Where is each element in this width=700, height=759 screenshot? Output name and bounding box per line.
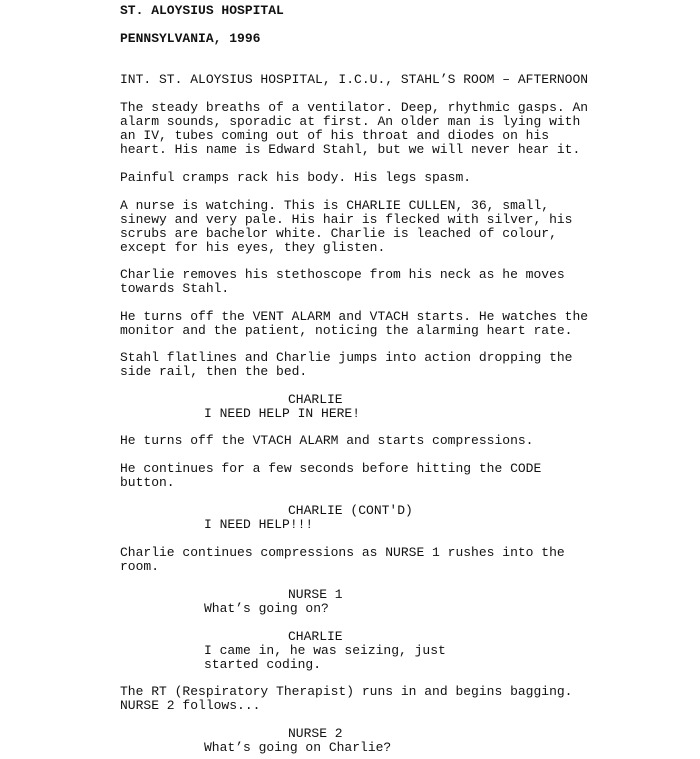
dialogue-line: What’s going on Charlie? (204, 740, 392, 755)
action-line: side rail, then the bed. (120, 364, 308, 379)
action-paragraph (120, 685, 620, 713)
action-paragraph (120, 310, 620, 338)
action-line: Painful cramps rack his body. His legs spasm. (120, 170, 472, 185)
action-line: scrubs are bachelor white. Charlie is leached of colour, (120, 226, 557, 241)
action-paragraph (120, 101, 620, 157)
action-line: NURSE 2 follows... (120, 698, 261, 713)
character-name: CHARLIE (CONT'D) (288, 503, 413, 518)
action-line: The RT (Respiratory Therapist) runs in and begins bagging. (120, 684, 573, 699)
dialogue-line: What’s going on? (204, 601, 329, 616)
action-line: heart. His name is Edward Stahl, but we will never hear it. (120, 142, 581, 157)
scene-heading: INT. ST. ALOYSIUS HOSPITAL, I.C.U., STAHL’S ROOM – AFTERNOON (120, 72, 589, 87)
action-line: alarm sounds, sporadic at first. An older man is lying with (120, 114, 581, 129)
dialogue-line: I came in, he was seizing, just (204, 643, 446, 658)
dialogue-line: started coding. (204, 657, 322, 672)
action-line: monitor and the patient, noticing the alarming heart rate. (120, 323, 573, 338)
character-name: CHARLIE (288, 629, 343, 644)
action-line: except for his eyes, they glisten. (120, 240, 386, 255)
character-name: CHARLIE (288, 392, 343, 407)
action-line: towards Stahl. (120, 281, 230, 296)
dialogue (204, 741, 504, 755)
action-line: room. (120, 559, 160, 574)
dialogue (204, 644, 504, 672)
action-line: Charlie continues compressions as NURSE 1 rushes into the (120, 545, 565, 560)
location-subtitle: PENNSYLVANIA, 1996 (120, 31, 261, 46)
action-line: button. (120, 475, 175, 490)
action-paragraph (120, 546, 620, 574)
dialogue (204, 602, 504, 616)
action-paragraph (120, 199, 620, 255)
action-paragraph (120, 171, 620, 185)
action-line: sinewy and very pale. His hair is flecked with silver, his (120, 212, 573, 227)
action-line: A nurse is watching. This is CHARLIE CULLEN, 36, small, (120, 198, 550, 213)
location-title: ST. ALOYSIUS HOSPITAL (120, 3, 284, 18)
action-line: an IV, tubes coming out of his throat and diodes on his (120, 128, 550, 143)
dialogue (204, 518, 504, 532)
action-line: He turns off the VTACH ALARM and starts compressions. (120, 433, 534, 448)
action-paragraph (120, 351, 620, 379)
action-line: Charlie removes his stethoscope from his neck as he moves (120, 267, 565, 282)
action-line: He turns off the VENT ALARM and VTACH starts. He watches the (120, 309, 589, 324)
character-name: NURSE 2 (288, 726, 343, 741)
action-line: The steady breaths of a ventilator. Deep, rhythmic gasps. An (120, 100, 589, 115)
character-name: NURSE 1 (288, 587, 343, 602)
dialogue-line: I NEED HELP!!! (204, 517, 314, 532)
action-paragraph (120, 462, 620, 490)
dialogue (204, 407, 504, 421)
action-paragraph (120, 434, 620, 448)
action-line: He continues for a few seconds before hitting the CODE (120, 461, 542, 476)
action-paragraph (120, 268, 620, 296)
action-line: Stahl flatlines and Charlie jumps into action dropping the (120, 350, 573, 365)
dialogue-line: I NEED HELP IN HERE! (204, 406, 361, 421)
